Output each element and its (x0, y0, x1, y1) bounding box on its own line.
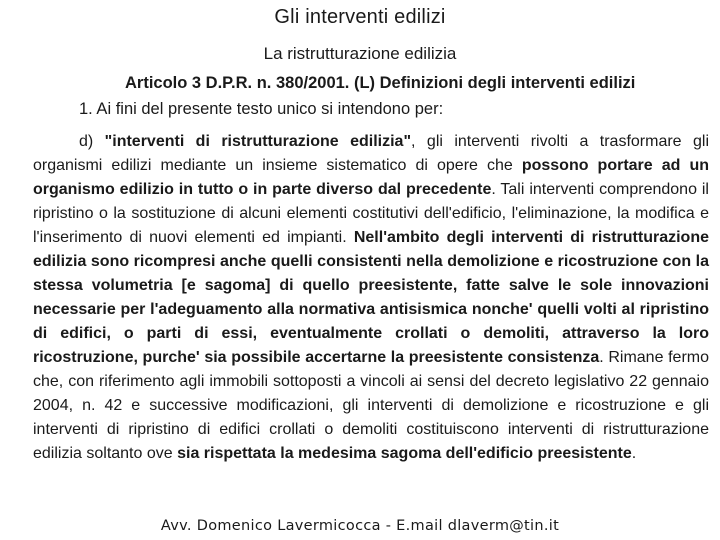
footer-credit: Avv. Domenico Lavermicocca - E.mail dlaverm@tin.it (160, 518, 560, 534)
paragraph-bold-segment: "interventi di ristrutturazione edilizia" (104, 133, 412, 150)
paragraph-segment: . Rimane fermo che, con riferimento agli immobili sottoposti a vincoli ai sensi del decreto legislativo 22 gennaio 2004, n. 42 e successive modificazioni, gli interventi di demolizione e ricostruzione e gli interventi di ripristino di edifici crollati o demoliti costituiscono interventi di ristrutturazione edilizia soltanto ove (33, 349, 709, 462)
article-intro: 1. Ai fini del presente testo unico si intendono per: (79, 100, 444, 118)
paragraph-segment: d) (79, 133, 105, 150)
paragraph-bold-segment: sia rispettata la medesima sagoma dell'edificio preesistente (177, 445, 632, 462)
paragraph-segment: . Tali interventi comprendono il ripristino o la sostituzione di alcuni elementi costitutivi dell'edificio, l'eliminazione, la modifica e l'inserimento di nuovi elementi ed impianti. (33, 181, 709, 246)
page-title: Gli interventi edilizi (274, 6, 446, 28)
paragraph-segment: . (631, 445, 637, 462)
paragraph-segment: , gli interventi rivolti a trasformare gli organismi edilizi mediante un insieme sistematico di opere che (33, 133, 710, 174)
article-heading: Articolo 3 D.P.R. n. 380/2001. (L) Definizioni degli interventi edilizi (125, 74, 636, 92)
page-subtitle: La ristrutturazione edilizia (263, 44, 457, 63)
paragraph-bold-segment: possono portare ad un organismo edilizio in tutto o in parte diverso dal precedente (33, 157, 710, 198)
article-paragraph (33, 130, 709, 466)
paragraph-bold-segment: Nell'ambito degli interventi di ristrutturazione edilizia sono ricompresi anche quelli consistenti nella demolizione e ricostruzione con la stessa volumetria [e sagoma] di quello preesistente, fatte salve le sole innovazioni necessarie per l'adeguamento alla normativa antisismica nonche' quelli volti al ripristino di edifici, o parti di essi, eventualmente crollati o demoliti, attraverso la loro ricostruzione, purche' sia possibile accertarne la preesistente consistenza (33, 229, 709, 366)
